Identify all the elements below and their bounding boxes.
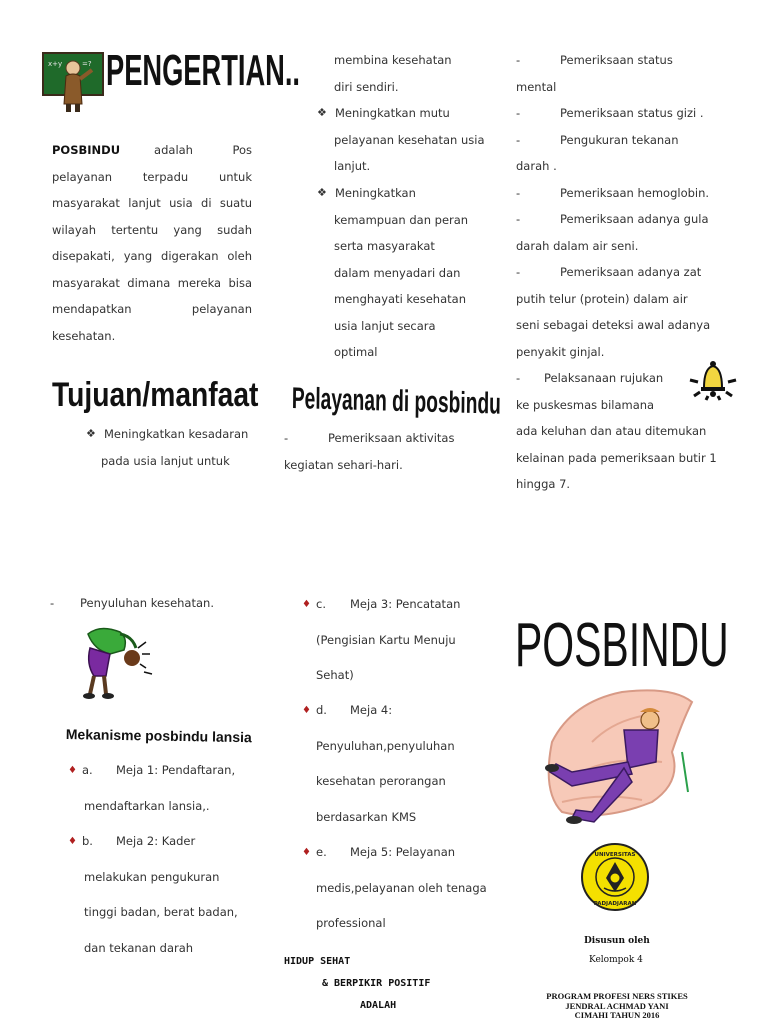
diamond-bullet-icon: ❖ <box>317 186 327 199</box>
def-line-2: masyarakat lanjut usia di suatu <box>52 196 252 210</box>
svg-text:PADJADJARAN: PADJADJARAN <box>593 901 637 907</box>
tujuan-line-0: Meningkatkan kesadaran <box>104 427 249 441</box>
red-bullet-icon: ♦ <box>68 836 77 847</box>
meja-b-cont-2: dan tekanan darah <box>84 940 194 955</box>
tujuan-heading: Tujuan/manfaat <box>52 376 259 414</box>
svg-text:=?: =? <box>82 60 92 68</box>
posbindu-term: POSBINDU <box>52 143 121 157</box>
meja-a-cont-0: mendaftarkan lansia,. <box>84 798 210 813</box>
b2-line-2: serta masyarakat <box>334 239 435 253</box>
tujuan-item <box>86 421 276 474</box>
kelompok: Kelompok 4 <box>589 955 643 965</box>
diamond-bullet-icon: ❖ <box>86 427 96 440</box>
b2-line-1: kemampuan dan peran <box>334 212 469 227</box>
c3-item-0: Pemeriksaan status <box>560 53 673 67</box>
def-line-0: adalah Pos <box>154 143 252 157</box>
meja-e <box>302 835 502 942</box>
meja-c-label: c. <box>316 597 326 611</box>
c3-rujukan-2: kelainan pada pemeriksaan butir 1 <box>516 450 717 465</box>
b2-line-5: usia lanjut secara <box>334 318 436 333</box>
penyuluhan-item <box>50 590 270 617</box>
red-bullet-icon: ♦ <box>302 847 311 858</box>
meja-b-text: Meja 2: Kader <box>116 834 196 848</box>
col2-cont-line-0: membina kesehatan <box>334 53 452 67</box>
slogan-line-2: ADALAH <box>360 1000 397 1011</box>
teacher-chalkboard-clipart <box>42 52 104 114</box>
col2-bullet-2 <box>317 180 492 366</box>
meja-d <box>302 693 502 835</box>
penyuluhan-text: Penyuluhan kesehatan. <box>80 596 214 610</box>
meja-d-cont-1: kesehatan perorangan <box>316 774 446 788</box>
c3-item-3: Pemeriksaan hemoglobin. <box>560 185 710 200</box>
bell-icon <box>684 356 742 404</box>
col2-continued <box>334 47 494 100</box>
b2-line-4: menghayati kesehatan <box>334 292 466 306</box>
c3-item-1: Pemeriksaan status gizi . <box>560 106 704 120</box>
col2-bullet-1 <box>317 100 492 180</box>
person-bending-clipart <box>80 624 162 704</box>
meja-d-cont-2: berdasarkan KMS <box>316 809 417 824</box>
c3-item-4-cont: darah dalam air seni. <box>516 238 639 253</box>
c3-rujukan-3: hingga 7. <box>516 477 571 491</box>
svg-text:UNIVERSITAS: UNIVERSITAS <box>594 852 636 858</box>
slogan <box>284 951 484 1017</box>
b2-line-0: Meningkatkan <box>335 186 416 200</box>
program-line-2: CIMAHI TAHUN 2016 <box>574 1010 660 1020</box>
meja-b <box>68 824 288 966</box>
red-bullet-icon: ♦ <box>68 765 77 776</box>
meja-a-label: a. <box>82 763 93 777</box>
disusun-oleh: Disusun oleh <box>584 936 650 946</box>
c3-extra-1: penyakit ginjal. <box>516 344 605 359</box>
col2-cont-line-1: diri sendiri. <box>334 79 399 94</box>
c3-item-2: Pengukuran tekanan <box>560 132 679 147</box>
mekanisme-heading: Mekanisme posbindu lansia <box>65 726 252 746</box>
def-line-1: pelayanan terpadu untuk <box>52 169 252 184</box>
pengertian-heading: PENGERTIAN.. <box>106 46 301 95</box>
pelayanan-item: - Pemeriksaan aktivitas kegiatan sehari-hari. <box>284 425 484 478</box>
def-line-5: masyarakat dimana mereka bisa <box>52 275 252 290</box>
c3-item-5: Pemeriksaan adanya zat <box>560 265 702 279</box>
meja-c-cont-1: Sehat) <box>316 668 354 682</box>
meja-d-text: Meja 4: <box>350 703 393 717</box>
meja-c-cont-0: (Pengisian Kartu Menuju <box>316 632 456 647</box>
meja-a <box>68 753 288 824</box>
diamond-bullet-icon: ❖ <box>317 106 327 119</box>
pelayanan-line-0: Pemeriksaan aktivitas <box>328 431 455 445</box>
pelayanan-line-1: kegiatan sehari-hari. <box>284 457 403 472</box>
tujuan-line-1: pada usia lanjut untuk <box>101 453 230 468</box>
meja-e-cont-1: professional <box>316 916 386 930</box>
red-bullet-icon: ♦ <box>302 705 311 716</box>
col3-list: - Pemeriksaan status mental - Pemeriksaan status gizi . - Pengukuran tekanan darah . - Pemeriksaan hemoglobin. - Pemeriksaan adanya gula darah dalam air seni. - Pemeriksaan adanya zat putih telur (protein) dalam air seni sebagai deteksi awal adanya penyakit ginjal. - Pelaksanaan rujukan ke puskesmas bilamana ada keluhan dan atau ditemukan kelainan pada pemeriksaan butir 1 hingga 7. <box>516 47 726 498</box>
cover-title: POSBINDU <box>515 611 729 680</box>
meja-b-label: b. <box>82 834 93 848</box>
b2-line-3: dalam menyadari dan <box>334 265 461 280</box>
red-bullet-icon: ♦ <box>302 599 311 610</box>
b1-line-1: pelayanan kesehatan usia <box>334 132 485 147</box>
c3-rujukan-1: ada keluhan dan atau ditemukan <box>516 424 707 438</box>
def-line-4: disepakati, yang digerakan oleh <box>52 249 252 263</box>
university-seal-logo <box>580 842 650 912</box>
meja-b-cont-0: melakukan pengukuran <box>84 869 220 884</box>
def-line-6: mendapatkan pelayanan <box>52 302 252 316</box>
meja-d-cont-0: Penyuluhan,penyuluhan <box>316 738 455 753</box>
program-line-1: JENDRAL ACHMAD YANI <box>565 1000 669 1011</box>
meja-c <box>302 587 502 694</box>
c3-rujukan-0: ke puskesmas bilamana <box>516 397 655 412</box>
pelayanan-heading: Pelayanan di posbindu <box>291 382 502 421</box>
meja-e-cont-0: medis,pelayanan oleh tenaga <box>316 880 487 895</box>
c3-item-0-cont: mental <box>516 79 557 94</box>
program-line-0: PROGRAM PROFESI NERS STIKES <box>546 991 688 1001</box>
c3-item-2-cont: darah . <box>516 159 557 173</box>
slogan-line-1: & BERPIKIR POSITIF <box>322 978 431 989</box>
c3-item-5-cont: putih telur (protein) dalam air <box>516 291 688 306</box>
penyuluhan-dash: - <box>50 596 55 610</box>
meja-b-cont-1: tinggi badan, berat badan, <box>84 905 238 919</box>
b1-line-0: Meningkatkan mutu <box>335 106 450 120</box>
c3-item-4: Pemeriksaan adanya gula <box>560 212 709 226</box>
b2-line-6: optimal <box>334 345 378 359</box>
meja-c-text: Meja 3: Pencatatan <box>350 597 461 611</box>
c3-rujukan: Pelaksanaan rujukan <box>544 371 664 385</box>
slogan-line-0: HIDUP SEHAT <box>284 956 351 967</box>
b1-line-2: lanjut. <box>334 159 371 173</box>
meja-d-label: d. <box>316 703 327 717</box>
svg-text:x+y: x+y <box>48 60 63 68</box>
def-line-7: kesehatan. <box>52 328 116 343</box>
meja-a-text: Meja 1: Pendaftaran, <box>116 763 236 777</box>
def-line-3: wilayah tertentu yang sudah <box>52 222 252 237</box>
meja-e-text: Meja 5: Pelayanan <box>350 845 456 859</box>
meja-e-label: e. <box>316 845 327 859</box>
definition-paragraph <box>52 137 252 349</box>
c3-extra-0: seni sebagai deteksi awal adanya <box>516 318 711 332</box>
hand-holding-person-clipart <box>532 682 698 832</box>
program-block <box>526 992 708 1021</box>
